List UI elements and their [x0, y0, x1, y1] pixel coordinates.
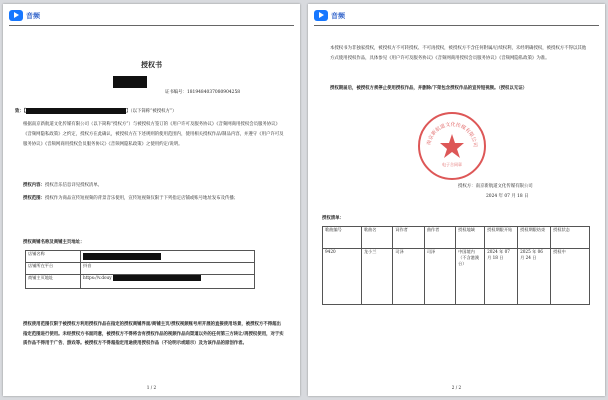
play-icon [314, 10, 328, 21]
recipient-redaction [26, 108, 126, 114]
table-row [26, 275, 255, 289]
column-header: 歌曲名 [361, 227, 392, 249]
company-seal [418, 112, 486, 180]
store-value [81, 275, 255, 289]
table-cell: 2024 年 07 月 18 日 [485, 249, 518, 305]
column-header: 授权期限结束 [518, 227, 551, 249]
certificate-line [165, 88, 240, 97]
page-title: 授权书 [141, 60, 162, 69]
table-cell: 2025 年 06 月 24 日 [518, 249, 551, 305]
header-divider [314, 25, 599, 26]
play-icon [9, 10, 23, 21]
store-label: 店铺名称 [26, 251, 81, 263]
table-cell: 授权中 [551, 249, 590, 305]
table-cell: 9420 [323, 249, 362, 305]
star-icon [440, 134, 464, 158]
column-header: 授权期限开始 [485, 227, 518, 249]
redaction-block [113, 76, 147, 88]
brand-logo [314, 10, 345, 21]
content-text: 授权音乐信息详见授权清单。 [44, 183, 103, 188]
brand-logo [9, 10, 40, 21]
content-label: 授权内容： [23, 183, 45, 188]
license-paragraph: 本授权书为非独家授权，被授权方不可转授权、不可再授权，被授权方不含任何附属/后续权利，未经明确授权，被授权方不得以其他方式使用授权作品，具体参见《用户许可及服务协议》《音频网商用授权会员服务协议》《音频网隐私政策》为准。 [330, 46, 587, 61]
table-cell: 龙小兰 [361, 249, 392, 305]
header-divider [9, 25, 294, 26]
signer-name: 南京新航道文化传媒有限公司 [475, 184, 533, 189]
scope-paragraph [23, 194, 285, 204]
page-number: 1 / 2 [146, 385, 157, 390]
cert-label: 证书编号： [165, 90, 187, 95]
list-title: 授权清单： [322, 216, 344, 221]
sign-date: 2024 年 07 月 18 日 [486, 194, 529, 199]
seal-code: 电子合同章 [442, 162, 462, 167]
seal-text: 南京新航道文化传媒有限公司 [426, 121, 479, 148]
url-redaction [113, 275, 201, 281]
scope-text: 授权作为商品宣传短视频的背景音乐使用，宣传短视频仅限于下列指定店铺或账号地址发布及传播； [44, 196, 239, 201]
column-header: 曲作者 [424, 227, 455, 249]
scope-label: 授权范围： [23, 196, 45, 201]
table-cell: 司泽 [393, 249, 424, 305]
brand-name: 音频 [26, 11, 40, 20]
store-label: 商铺主页地址 [26, 275, 81, 289]
intro-paragraph: 根据南京新航道文化传媒有限公司（以下简称“授权方”）与被授权方签订的《用户许可及服务协议》《音频网商用授权会员服务协议》《音频网隐私政策》之约定，授权方在此确认，被授权方在下述规则的使用范围内，使用相关授权作品/制品内容，并遵守《用户许可及服务协议》《音频网商用授权会员服务协议》《音频网隐私政策》之使用约定/说明。 [23, 122, 284, 147]
page-number: 2 / 2 [451, 385, 462, 390]
table-row [26, 263, 255, 275]
seal-graphic [420, 114, 484, 178]
document-page-1 [3, 4, 300, 396]
recipient-line [15, 107, 177, 116]
document-page-2 [308, 4, 605, 396]
signer-label: 授权方： [458, 184, 476, 189]
recipient-suffix: 】（以下简称“被授权方”） [125, 109, 177, 114]
store-heading: 授权商铺名称及商铺主页地址： [23, 240, 85, 245]
table-row [323, 249, 590, 305]
table-row [26, 251, 255, 263]
table-cell: 司泽 [424, 249, 455, 305]
column-header: 词作者 [393, 227, 424, 249]
table-header-row [323, 227, 590, 249]
store-table [25, 250, 255, 289]
store-url: https://v.douy [83, 275, 112, 280]
store-value: 抖音 [81, 263, 255, 275]
cert-number: 1819484037080904258 [186, 90, 241, 95]
recipient-prefix: 致：【 [15, 109, 26, 114]
usage-notice: 授权使用范围仅限于被授权方利用授权作品在指定的授权商铺界面/商铺主页/授权视频账号所开展的直接使用场景，被授权方不得超出指定范围进行使用。未经授权方书面同意，被授权方不得将含有授权作品的视频作品向渠道以外的任何第三方转让/再授权使用，对于实质作品不得用于广告、游戏等。被授权方不得超指定用途使用授权作品（不论明示或暗示）及为该作品的原创作者。 [23, 322, 284, 347]
column-header: 授权状态 [551, 227, 590, 249]
table-cell: 中国境内（不含港澳台） [456, 249, 485, 305]
column-header: 授权地域 [456, 227, 485, 249]
expiry-paragraph: 授权期届后，被授权方须停止使用授权作品，并删除/下架包含授权作品的宣传短视频。（授权以无证） [330, 86, 527, 91]
store-value [81, 251, 255, 263]
store-label: 店铺所在平台 [26, 263, 81, 275]
column-header: 歌曲编号 [323, 227, 362, 249]
license-list-table [322, 226, 590, 305]
signer-line [458, 182, 533, 191]
content-line [23, 181, 102, 190]
brand-name: 音频 [331, 11, 345, 20]
store-name-redaction [83, 253, 161, 260]
